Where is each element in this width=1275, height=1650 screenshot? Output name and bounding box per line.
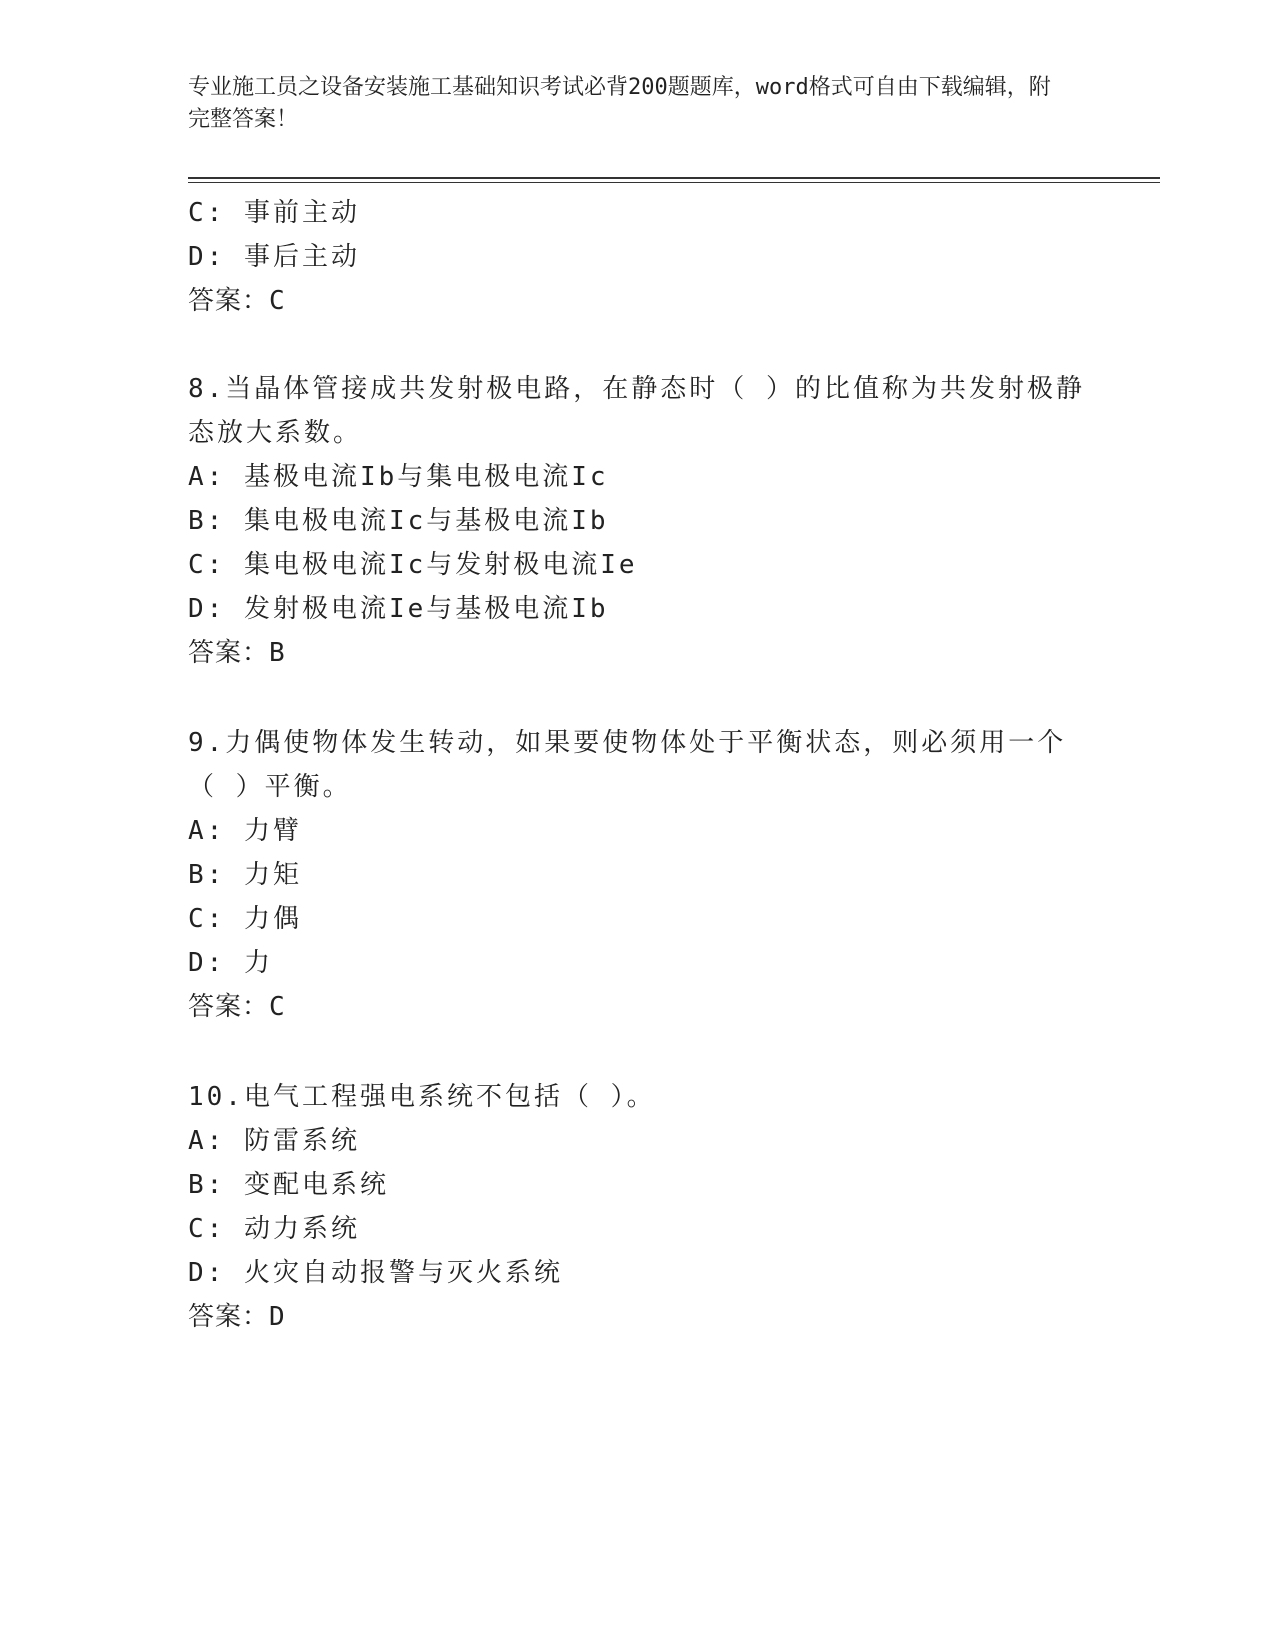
q9-option-a: A: 力臂: [188, 816, 302, 846]
q9-option-d: D: 力: [188, 948, 273, 978]
q7-answer: 答案：C: [188, 286, 286, 316]
page-header: 专业施工员之设备安装施工基础知识考试必背200题题库，word格式可自由下载编辑，附完整答案！: [188, 75, 1051, 132]
q9-answer: 答案：C: [188, 992, 286, 1022]
q8-option-a: A: 基极电流Ib与集电极电流Ic: [188, 462, 609, 492]
q7-option-d: D: 事后主动: [188, 242, 360, 272]
q8-option-b: B: 集电极电流Ic与基极电流Ib: [188, 506, 609, 536]
q10-answer: 答案：D: [188, 1302, 286, 1332]
header-rule-thin: [188, 182, 1160, 183]
q8-stem-line1: 8.当晶体管接成共发射极电路，在静态时（ ）的比值称为共发射极静: [188, 374, 1085, 404]
q10-option-d: D: 火灾自动报警与灭火系统: [188, 1258, 563, 1288]
q8-option-c: C: 集电极电流Ic与发射极电流Ie: [188, 550, 638, 580]
q7-option-c: C: 事前主动: [188, 198, 360, 228]
q10-option-b: B: 变配电系统: [188, 1170, 389, 1200]
q10-option-a: A: 防雷系统: [188, 1126, 360, 1156]
q9-option-c: C: 力偶: [188, 904, 302, 934]
header-rule-thick: [188, 177, 1160, 179]
q9-stem-line2: （ ）平衡。: [188, 772, 352, 802]
q10-stem: 10.电气工程强电系统不包括（ ）。: [188, 1082, 656, 1112]
q8-answer: 答案：B: [188, 638, 286, 668]
q9-option-b: B: 力矩: [188, 860, 302, 890]
q9-stem-line1: 9.力偶使物体发生转动，如果要使物体处于平衡状态，则必须用一个: [188, 728, 1067, 758]
q8-stem-line2: 态放大系数。: [188, 418, 363, 448]
q8-option-d: D: 发射极电流Ie与基极电流Ib: [188, 594, 609, 624]
q10-option-c: C: 动力系统: [188, 1214, 360, 1244]
